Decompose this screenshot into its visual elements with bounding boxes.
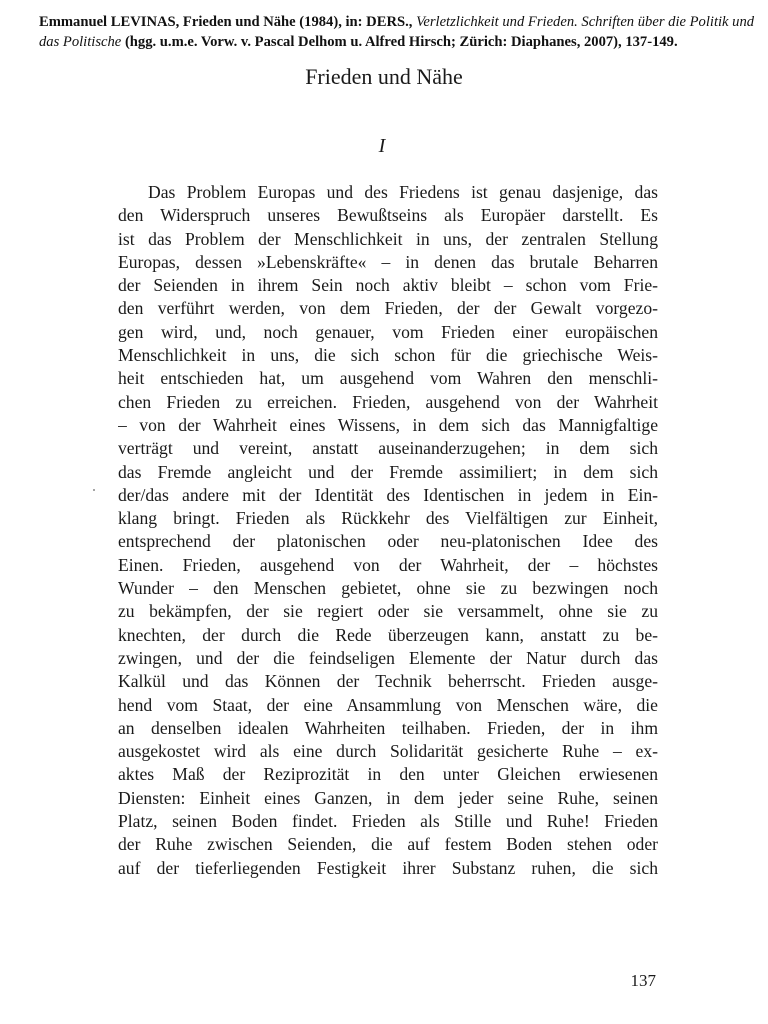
scan-speck xyxy=(93,489,95,491)
body-line: klang bringt. Frieden als Rückkehr des Vielfältigen zur Einheit, xyxy=(118,508,658,529)
body-line: hend vom Staat, der eine Ansammlung von Menschen wäre, die xyxy=(118,694,658,715)
citation-publication-details: (hgg. u.m.e. Vorw. v. Pascal Delhom u. Alfred Hirsch; Zürich: Diaphanes, 2007), 137-149. xyxy=(121,34,678,50)
body-line: heit entschieden hat, um ausgehend vom Wahren den menschli- xyxy=(118,368,658,389)
section-number xyxy=(0,135,768,158)
body-line: auf der tieferliegenden Festigkeit ihrer Substanz ruhen, die sich xyxy=(118,857,658,878)
body-line: verträgt und vereint, anstatt auseinanderzugehen; in dem sich xyxy=(118,438,658,459)
body-text xyxy=(118,181,658,880)
body-line: Das Problem Europas und des Friedens ist genau dasjenige, das xyxy=(148,182,658,202)
page-number: 137 xyxy=(630,971,656,990)
section-number-text: I xyxy=(378,135,386,157)
chapter-title-text: Frieden und Nähe xyxy=(305,64,463,89)
body-line: Wunder – den Menschen gebietet, ohne sie zu bezwingen noch xyxy=(118,578,658,599)
body-line: den verführt werden, von dem Frieden, der der Gewalt vorgezo- xyxy=(118,298,658,319)
body-line: der Ruhe zwischen Seienden, die auf festem Boden stehen oder xyxy=(118,834,658,855)
body-line: Europas, dessen »Lebenskräfte« – in denen das brutale Beharren xyxy=(118,251,658,272)
body-line: zu bekämpfen, der sie regiert oder sie versammelt, ohne sie zu xyxy=(118,601,658,622)
body-line: entsprechend der platonischen oder neu-platonischen Idee des xyxy=(118,531,658,552)
body-line: Platz, seinen Boden findet. Frieden als Stille und Ruhe! Frieden xyxy=(118,811,658,832)
body-line: – von der Wahrheit eines Wissens, in dem sich das Mannigfaltige xyxy=(118,414,658,435)
body-line: an denselben idealen Wahrheiten teilhaben. Frieden, der in ihm xyxy=(118,717,658,738)
body-line: Diensten: Einheit eines Ganzen, in dem jeder seine Ruhe, seinen xyxy=(118,787,658,808)
body-line: den Widerspruch unseres Bewußtseins als Europäer darstellt. Es xyxy=(118,205,658,226)
body-line: der Seienden in ihrem Sein noch aktiv bleibt – schon vom Frie- xyxy=(118,275,658,296)
body-line: Menschlichkeit in uns, die sich schon für die griechische Weis- xyxy=(118,345,658,366)
body-line: gen wird, und, noch genauer, vom Frieden einer europäischen xyxy=(118,321,658,342)
body-line: aktes Maß der Reziprozität in den unter Gleichen erwiesenen xyxy=(118,764,658,785)
body-line: der/das andere mit der Identität des Identischen in jedem in Ein- xyxy=(118,484,658,505)
body-line: Einen. Frieden, ausgehend von der Wahrheit, der – höchstes xyxy=(118,554,658,575)
citation-author-work: Emmanuel LEVINAS, Frieden und Nähe (1984), in: DERS., xyxy=(39,14,417,30)
body-line: chen Frieden zu erreichen. Frieden, ausgehend von der Wahrheit xyxy=(118,391,658,412)
citation-volume-title: Verletzlichkeit und Frieden. Schriften über die Politik und das Politische xyxy=(39,14,755,50)
citation-header xyxy=(39,12,764,52)
body-line: ausgekostet wird als eine durch Solidarität gesicherte Ruhe – ex- xyxy=(118,741,658,762)
body-line: ist das Problem der Menschlichkeit in uns, der zentralen Stellung xyxy=(118,228,658,249)
body-line: zwingen, und der die feindseligen Elemente der Natur durch das xyxy=(118,647,658,668)
body-line: knechten, der durch die Rede überzeugen kann, anstatt zu be- xyxy=(118,624,658,645)
chapter-title xyxy=(0,64,768,90)
body-line: Kalkül und das Können der Technik beherrscht. Frieden ausge- xyxy=(118,671,658,692)
body-line: das Fremde angleicht und der Fremde assimiliert; in dem sich xyxy=(118,461,658,482)
